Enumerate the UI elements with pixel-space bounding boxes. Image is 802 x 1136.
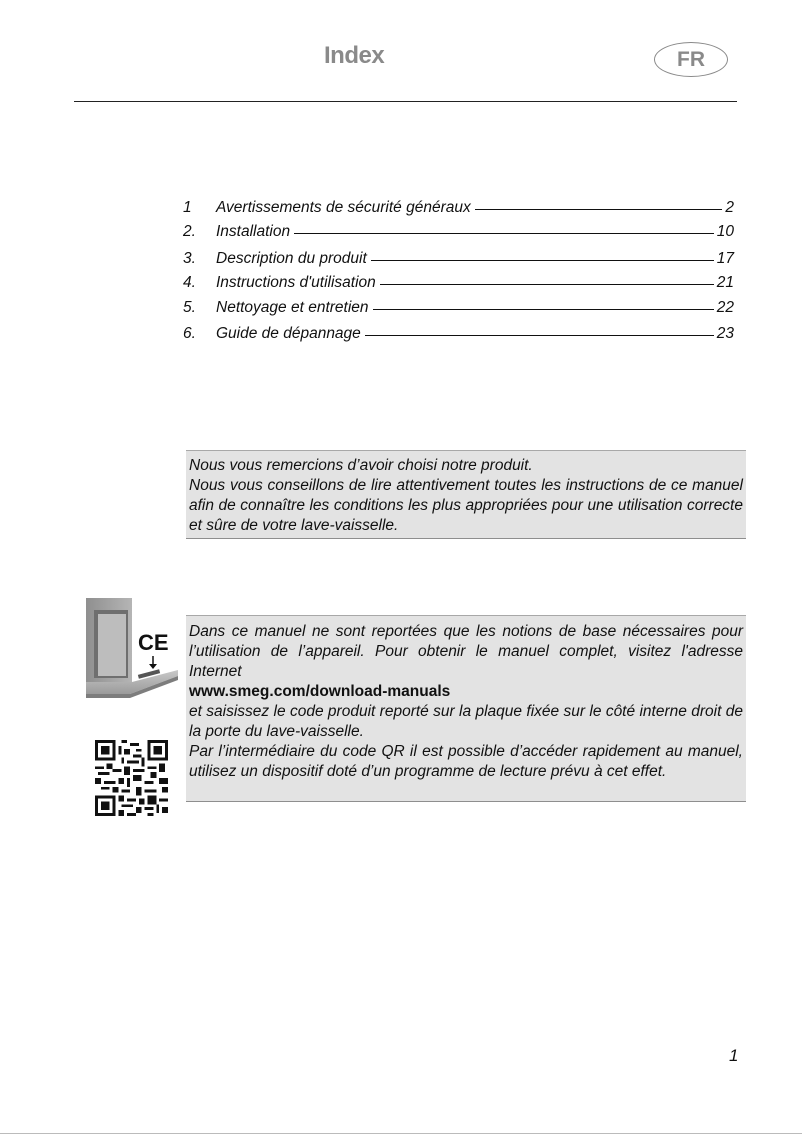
ce-mark: CE xyxy=(138,630,169,655)
header-divider xyxy=(74,101,737,102)
toc-item-label: Guide de dépannage xyxy=(216,325,361,342)
toc-item-number: 4. xyxy=(183,274,196,291)
toc-item-number: 2. xyxy=(183,223,196,240)
manual-notice-qr: Par l’intermédiaire du code QR il est possible d’accéder rapidement au manuel, utilisez un dispositif doté d’un programme de lecture prévu à cet effet. xyxy=(189,743,743,780)
toc-item-label: Nettoyage et entretien xyxy=(216,299,369,316)
toc-item-label: Installation xyxy=(216,223,291,240)
toc-leader xyxy=(380,284,714,285)
toc-leader xyxy=(373,309,714,310)
toc-item-page: 2 xyxy=(725,199,734,216)
page-number: 1 xyxy=(729,1046,739,1065)
toc-item-number: 6. xyxy=(183,325,196,342)
toc-item[interactable] xyxy=(183,325,734,349)
toc-item-page: 17 xyxy=(716,250,734,267)
toc-item-page: 21 xyxy=(716,274,734,291)
toc-item-number: 1 xyxy=(183,199,192,216)
intro-thanks: Nous vous remercions d’avoir choisi notre produit. xyxy=(189,457,533,474)
toc-leader xyxy=(294,233,714,234)
bottom-edge-rule xyxy=(0,1133,802,1134)
manual-notice-intro: Dans ce manuel ne sont reportées que les notions de base nécessaires pour l’utilisation de l’appareil. Pour obtenir le manuel complet, visitez l'adresse Internet xyxy=(189,623,743,680)
toc-leader xyxy=(475,209,723,210)
page-title: Index xyxy=(324,42,385,69)
toc-item-page: 23 xyxy=(716,325,734,342)
intro-advice: Nous vous conseillons de lire attentivement toutes les instructions de ce manuel afin de connaître les conditions les plus appropriées pour une utilisation correcte et sûre de votre lave-vaisselle. xyxy=(189,477,743,534)
toc-item[interactable] xyxy=(183,250,734,274)
manual-download-notice xyxy=(186,615,746,802)
download-manuals-link[interactable]: www.smeg.com/download-manuals xyxy=(189,683,451,700)
toc-leader xyxy=(371,260,714,261)
toc-leader xyxy=(365,335,714,336)
toc-item[interactable] xyxy=(183,223,734,250)
toc-item-page: 10 xyxy=(716,223,734,240)
toc-item[interactable] xyxy=(183,299,734,325)
dishwasher-rating-plate-icon xyxy=(86,598,178,698)
toc-item[interactable] xyxy=(183,199,734,223)
intro-notice xyxy=(186,450,746,539)
toc-item-number: 3. xyxy=(183,250,196,267)
toc-item-label: Instructions d'utilisation xyxy=(216,274,376,291)
qr-code-icon xyxy=(95,740,168,816)
toc-item-label: Avertissements de sécurité généraux xyxy=(216,199,471,216)
manual-notice-product-code: et saisissez le code produit reporté sur la plaque fixée sur le côté interne droit de la porte du lave-vaisselle. xyxy=(189,703,743,740)
toc-item-label: Description du produit xyxy=(216,250,367,267)
toc-item-number: 5. xyxy=(183,299,196,316)
table-of-contents xyxy=(183,199,734,349)
language-badge: FR xyxy=(654,42,728,77)
toc-item-page: 22 xyxy=(716,299,734,316)
toc-item[interactable] xyxy=(183,274,734,299)
